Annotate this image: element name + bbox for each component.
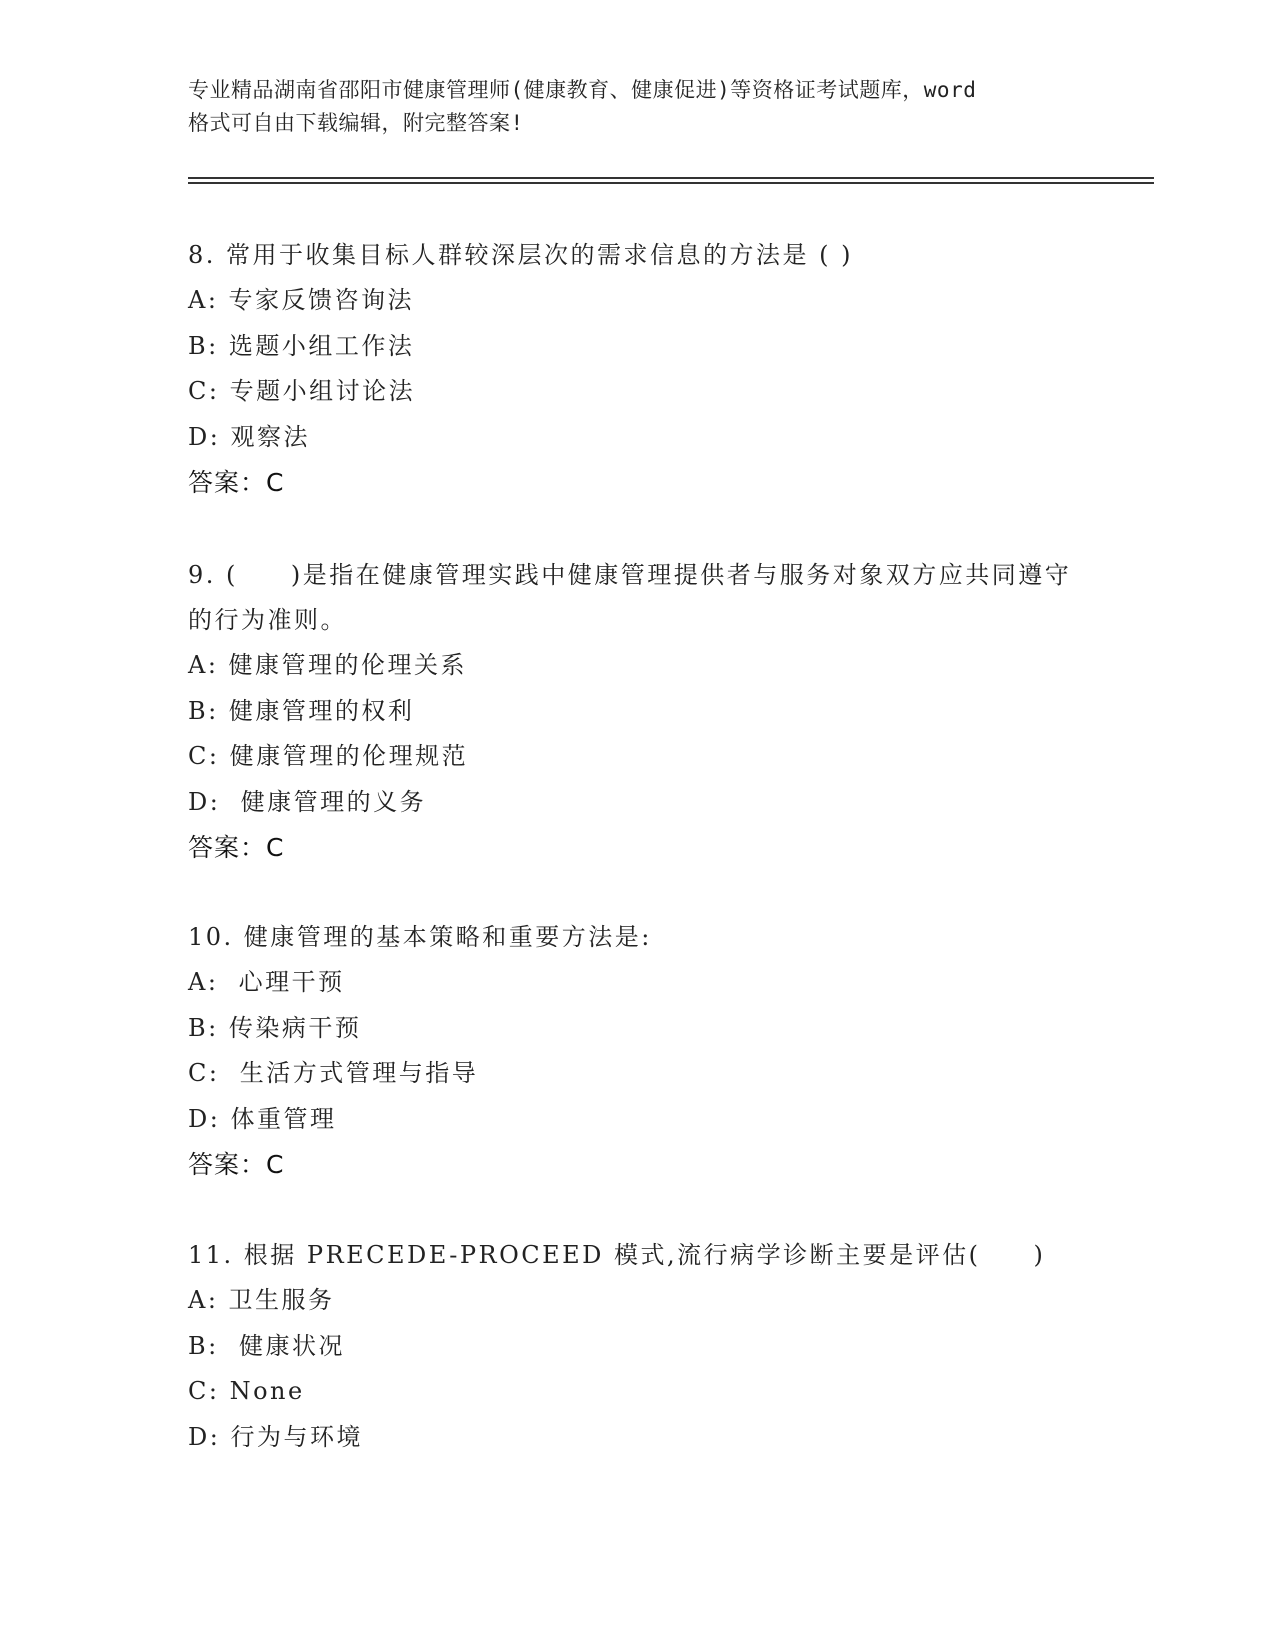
option-c: C: None bbox=[188, 1377, 305, 1405]
question-8 bbox=[188, 233, 1088, 505]
option-a: A: 卫生服务 bbox=[188, 1286, 335, 1314]
question-9 bbox=[188, 553, 1088, 870]
option-d: D: 行为与环境 bbox=[188, 1422, 363, 1451]
option-a: A: 心理干预 bbox=[188, 968, 345, 996]
option-b: B: 选题小组工作法 bbox=[188, 331, 415, 360]
option-b: B: 健康管理的权利 bbox=[188, 696, 415, 725]
header-divider-top bbox=[188, 177, 1154, 179]
answer: 答案：C bbox=[188, 1150, 285, 1179]
answer: 答案：C bbox=[188, 468, 285, 497]
option-d: D: 健康管理的义务 bbox=[188, 787, 427, 816]
question-text: 11. 根据 PRECEDE-PROCEED 模式,流行病学诊断主要是评估( ) bbox=[188, 1241, 1046, 1269]
document-header bbox=[188, 74, 1088, 140]
option-c: C: 生活方式管理与指导 bbox=[188, 1059, 479, 1087]
header-line-2: 格式可自由下载编辑，附完整答案! bbox=[188, 111, 524, 135]
question-text: 10. 健康管理的基本策略和重要方法是: bbox=[188, 923, 652, 951]
header-divider-bottom bbox=[188, 182, 1154, 184]
option-d: D: 观察法 bbox=[188, 422, 310, 451]
option-c: C: 专题小组讨论法 bbox=[188, 377, 416, 405]
option-d: D: 体重管理 bbox=[188, 1104, 337, 1133]
question-11 bbox=[188, 1233, 1088, 1460]
option-b: B: 传染病干预 bbox=[188, 1013, 362, 1042]
question-text: 9. ( )是指在健康管理实践中健康管理提供者与服务对象双方应共同遵守的行为准则。 bbox=[188, 561, 1072, 634]
question-text: 8. 常用于收集目标人群较深层次的需求信息的方法是 ( ) bbox=[188, 241, 854, 269]
option-a: A: 专家反馈咨询法 bbox=[188, 286, 415, 314]
option-a: A: 健康管理的伦理关系 bbox=[188, 651, 468, 679]
question-10 bbox=[188, 915, 1088, 1187]
header-line-1: 专业精品湖南省邵阳市健康管理师(健康教育、健康促进)等资格证考试题库，word bbox=[188, 78, 977, 102]
answer: 答案：C bbox=[188, 833, 285, 862]
option-b: B: 健康状况 bbox=[188, 1331, 345, 1360]
option-c: C: 健康管理的伦理规范 bbox=[188, 742, 469, 770]
